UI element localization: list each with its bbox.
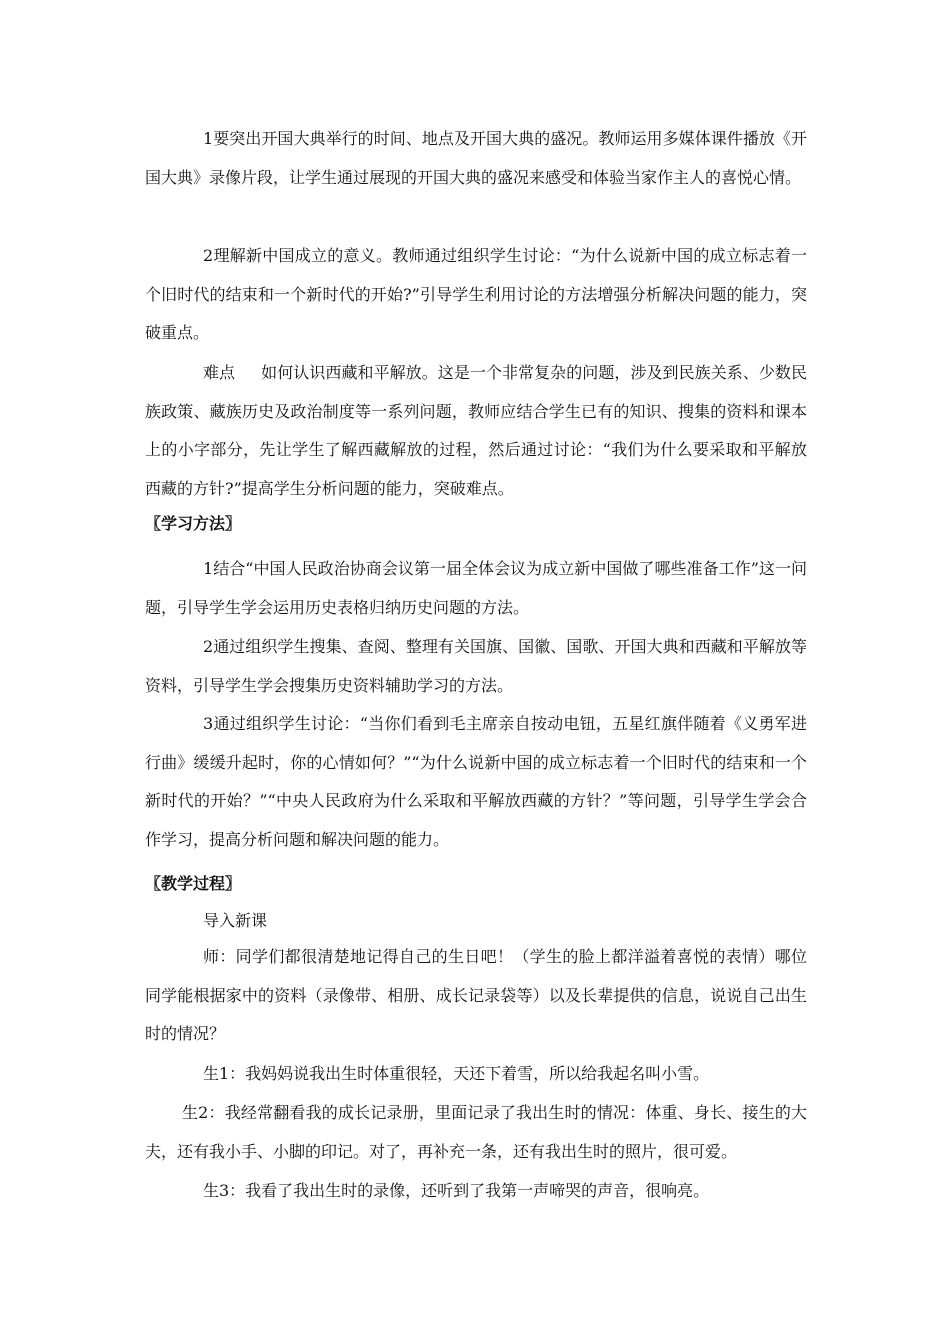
- intro-subheading: 导入新课: [203, 911, 268, 930]
- learning-methods-heading: 〖学习方法〗: [145, 514, 242, 533]
- learning-method-2: 2通过组织学生搜集、查阅、整理有关国旗、国徽、国歌、开国大典和西藏和平解放等资料，引导学生学会搜集历史资料辅助学习的方法。: [145, 637, 807, 695]
- focus-point-2: 2理解新中国成立的意义。教师通过组织学生讨论：“为什么说新中国的成立标志着一个旧时代的结束和一个新时代的开始?”引导学生利用讨论的方法增强分析解决问题的能力，突破重点。: [145, 246, 807, 343]
- student-2-line: 生2：我经常翻看我的成长记录册，里面记录了我出生时的情况：体重、身长、接生的大夫，还有我小手、小脚的印记。对了，再补充一条，还有我出生时的照片，很可爱。: [145, 1103, 807, 1161]
- learning-method-3: 3通过组织学生讨论：“当你们看到毛主席亲自按动电钮，五星红旗伴随着《义勇军进行曲》缓缓升起时，你的心情如何？”“为什么说新中国的成立标志着一个旧时代的结束和一个新时代的开始？”“中央人民政府为什么采取和平解放西藏的方针？”等问题，引导学生学会合作学习，提高分析问题和解决问题的能力。: [145, 714, 807, 850]
- learning-method-1: 1结合“中国人民政治协商会议第一届全体会议为成立新中国做了哪些准备工作”这一问题，引导学生学会运用历史表格归纳历史问题的方法。: [145, 559, 807, 617]
- teacher-line: 师：同学们都很清楚地记得自己的生日吧！（学生的脸上都洋溢着喜悦的表情）哪位同学能根据家中的资料（录像带、相册、成长记录袋等）以及长辈提供的信息，说说自己出生时的情况？: [145, 947, 807, 1044]
- focus-point-1: 1要突出开国大典举行的时间、地点及开国大典的盛况。教师运用多媒体课件播放《开国大典》录像片段，让学生通过展现的开国大典的盛况来感受和体验当家作主人的喜悦心情。: [145, 129, 807, 187]
- difficulty-paragraph: [145, 354, 807, 509]
- difficulty-label: 难点: [203, 363, 236, 382]
- student-3-line: 生3：我看了我出生时的录像，还听到了我第一声啼哭的声音，很响亮。: [203, 1181, 710, 1200]
- student-1-line: 生1：我妈妈说我出生时体重很轻，天还下着雪，所以给我起名叫小雪。: [203, 1064, 710, 1083]
- difficulty-text: 如何认识西藏和平解放。这是一个非常复杂的问题，涉及到民族关系、少数民族政策、藏族历史及政治制度等一系列问题，教师应结合学生已有的知识、搜集的资料和课本上的小字部分，先让学生了解西藏解放的过程，然后通过讨论：“我们为什么要采取和平解放西藏的方针?”提高学生分析问题的能力，突破难点。: [145, 363, 807, 499]
- teaching-process-heading: 〖教学过程〗: [145, 874, 242, 893]
